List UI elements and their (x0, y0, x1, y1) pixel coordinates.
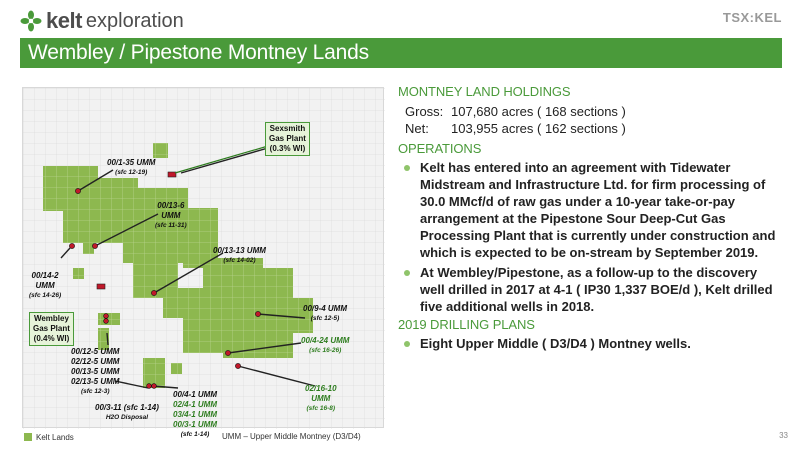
wembley-plant-icon (97, 284, 105, 289)
well-label-12-5-group: 00/12-5 UMM 02/12-5 UMM 00/13-5 UMM 02/13-5 UMM (sfc 12-3) (71, 347, 120, 395)
well-label-1-35: 00/1-35 UMM (sfc 12-19) (107, 158, 156, 176)
bullet-dot-icon (404, 270, 410, 276)
well-label-13-6: 00/13-6 UMM (sfc 11-31) (155, 201, 187, 229)
page-title: Wembley / Pipestone Montney Lands (28, 41, 369, 64)
exchange-ticker: TSX:KEL (722, 10, 782, 25)
legend-label: Kelt Lands (36, 432, 74, 442)
content-panel (398, 84, 778, 355)
operations-list (398, 159, 778, 315)
logo-mark-icon (20, 10, 42, 32)
sexsmith-plant-label: Sexsmith Gas Plant (0.3% WI) (265, 122, 310, 156)
wembley-plant-label: Wembley Gas Plant (0.4% WI) (29, 312, 74, 346)
net-value: 103,955 acres ( 162 sections ) (451, 121, 626, 136)
map-legend (24, 431, 74, 443)
logo-text-exploration: exploration (85, 9, 184, 32)
operations-heading: OPERATIONS (398, 141, 482, 156)
list-item: Eight Upper Middle ( D3/D4 ) Montney wells. (398, 335, 778, 352)
bullet-dot-icon (404, 165, 410, 171)
logo-text-kelt: kelt (46, 8, 82, 33)
bullet-dot-icon (404, 341, 410, 347)
well-label-9-4: 00/9-4 UMM (sfc 12-5) (303, 304, 348, 322)
net-label: Net: (405, 121, 429, 136)
well-label-3-11: 00/3-11 (sfc 1-14) H2O Disposal (95, 403, 159, 421)
well-label-16-10: 02/16-10 UMM (sfc 16-8) (305, 384, 337, 412)
sexsmith-plant-icon (168, 172, 176, 177)
umm-note: UMM – Upper Middle Montney (D3/D4) (222, 432, 361, 441)
well-label-4-24: 00/4-24 UMM (sfc 16-26) (301, 336, 350, 354)
page-number: 33 (779, 431, 788, 440)
title-bar (20, 38, 782, 68)
kelt-lands-swatch (24, 433, 32, 441)
well-label-14-2: 00/14-2 UMM (sfc 14-26) (29, 271, 62, 299)
drilling-list (398, 335, 778, 352)
gross-label: Gross: (405, 104, 444, 119)
holdings-values (405, 103, 778, 137)
list-item: Kelt has entered into an agreement with Tidewater Midstream and Infrastructure Ltd. for firm processing of 30.0 MMcf/d of raw gas under a 10-year take-or-pay arrangement at the Pipestone Sour Deep-Cut Gas Processing Plant that is currently under construction and which is expected to be on-stream by September 2019. (398, 159, 778, 261)
holdings-heading: MONTNEY LAND HOLDINGS (398, 84, 571, 99)
kelt-logo (20, 8, 184, 34)
well-label-4-1-group: 00/4-1 UMM 02/4-1 UMM 03/4-1 UMM 00/3-1 UMM (sfc 1-14) (173, 390, 218, 438)
gross-value: 107,680 acres ( 168 sections ) (451, 104, 626, 119)
drilling-heading: 2019 DRILLING PLANS (398, 317, 535, 332)
list-item: At Wembley/Pipestone, as a follow-up to the discovery well drilled in 2017 at 4-1 ( IP30 1,337 BOE/d ), Kelt drilled five additional wells in 2018. (398, 264, 778, 315)
well-label-13-13: 00/13-13 UMM (sfc 14-02) (213, 246, 266, 264)
